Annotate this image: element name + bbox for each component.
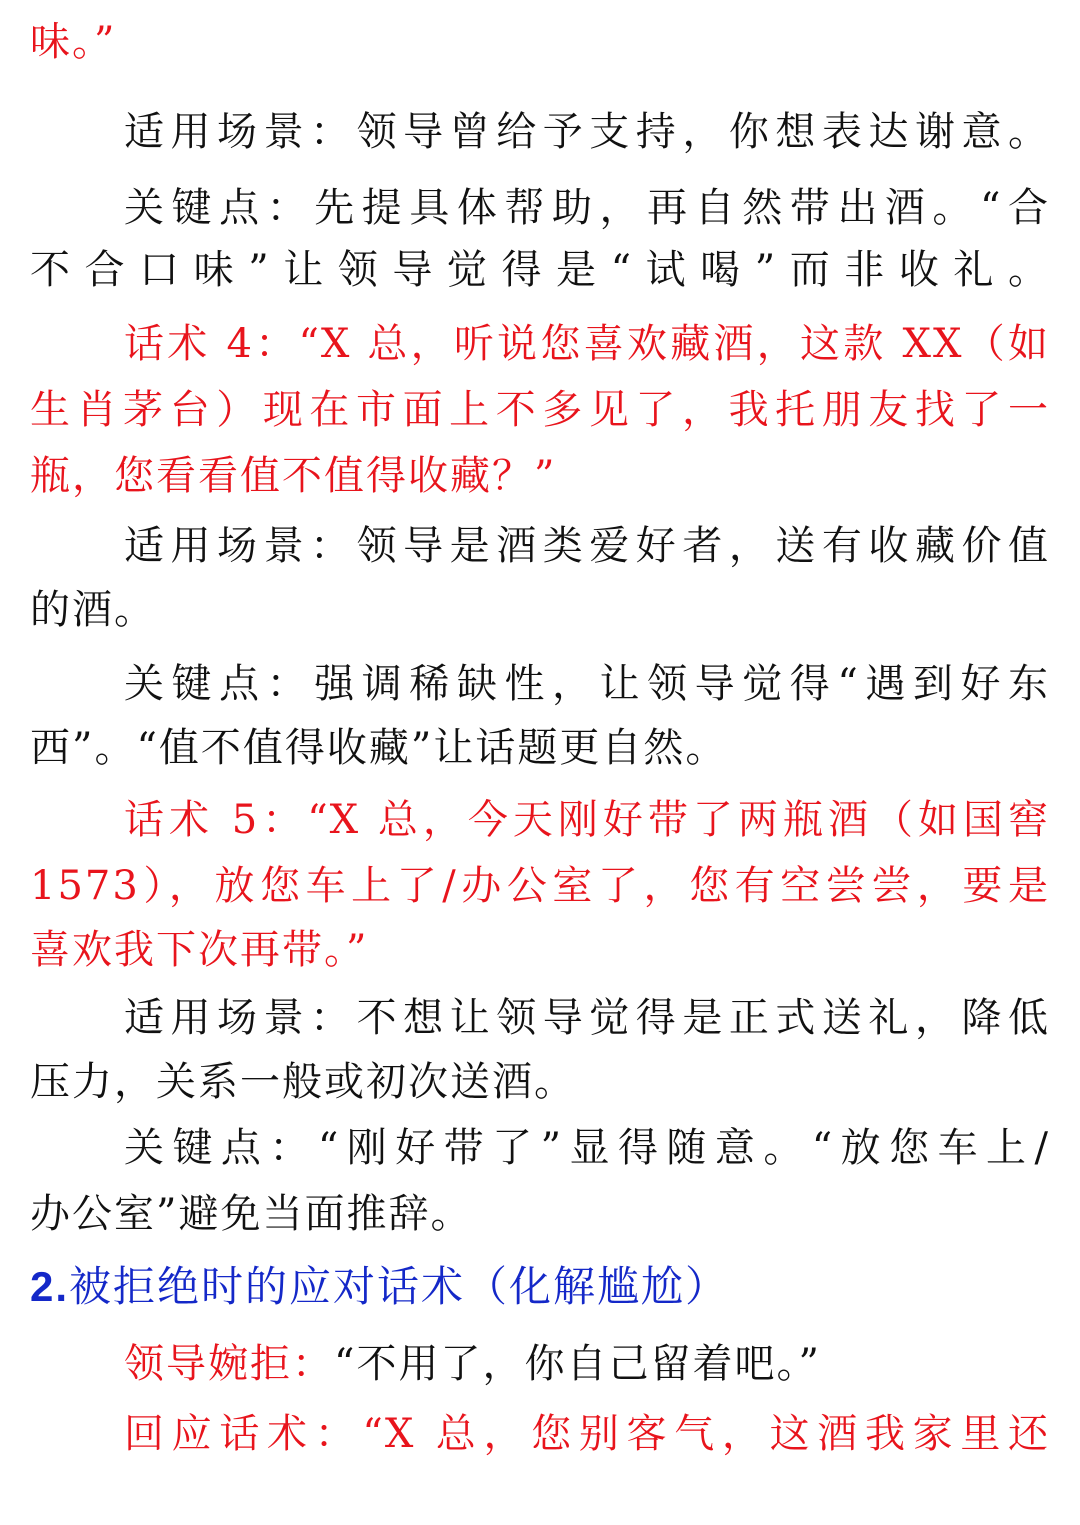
section-heading <box>30 1254 1050 1320</box>
text-line: 关键点：“刚好带了”显得随意。“放您车上/ <box>124 1125 1050 1171</box>
text-line: 适用场景：领导曾给予支持，你想表达谢意。 <box>124 109 1050 155</box>
script-line: 话术 5：“X 总，今天刚好带了两瓶酒（如国窖 <box>124 797 1050 843</box>
response-line: 回应话术：“X 总，您别客气，这酒我家里还 <box>124 1411 1050 1457</box>
text-line: 的酒。 <box>30 587 156 633</box>
refusal-label: 领导婉拒： <box>124 1341 334 1387</box>
text-line: 办公室”避免当面推辞。 <box>30 1191 473 1237</box>
text-line: 压力，关系一般或初次送酒。 <box>30 1059 576 1105</box>
text-line: 不合口味”让领导觉得是“试喝”而非收礼。 <box>30 247 1050 293</box>
section-title: 被拒绝时的应对话术（化解尴尬） <box>69 1262 730 1311</box>
script-line: 喜欢我下次再带。” <box>30 927 369 973</box>
text-line: 适用场景：领导是酒类爱好者，送有收藏价值 <box>124 523 1050 569</box>
section-number: 2. <box>30 1263 70 1310</box>
script-line: 生肖茅台）现在市面上不多见了，我托朋友找了一 <box>30 387 1050 433</box>
text-line: 适用场景：不想让领导觉得是正式送礼，降低 <box>124 995 1050 1041</box>
text-line: 西”。“值不值得收藏”让话题更自然。 <box>30 725 728 771</box>
text-line: 关键点：强调稀缺性，让领导觉得“遇到好东 <box>124 661 1050 707</box>
text-line: 关键点：先提具体帮助，再自然带出酒。“合 <box>124 185 1050 231</box>
script-line: 瓶，您看看值不值得收藏？” <box>30 453 557 499</box>
script-line: 1573），放您车上了/办公室了，您有空尝尝，要是 <box>30 863 1050 909</box>
script-line: 话术 4：“X 总，听说您喜欢藏酒，这款 XX（如 <box>124 321 1050 367</box>
text-line: 味。” <box>30 19 117 65</box>
refusal-quote: “不用了，你自己留着吧。” <box>334 1341 821 1387</box>
refusal-line <box>124 1334 1050 1394</box>
